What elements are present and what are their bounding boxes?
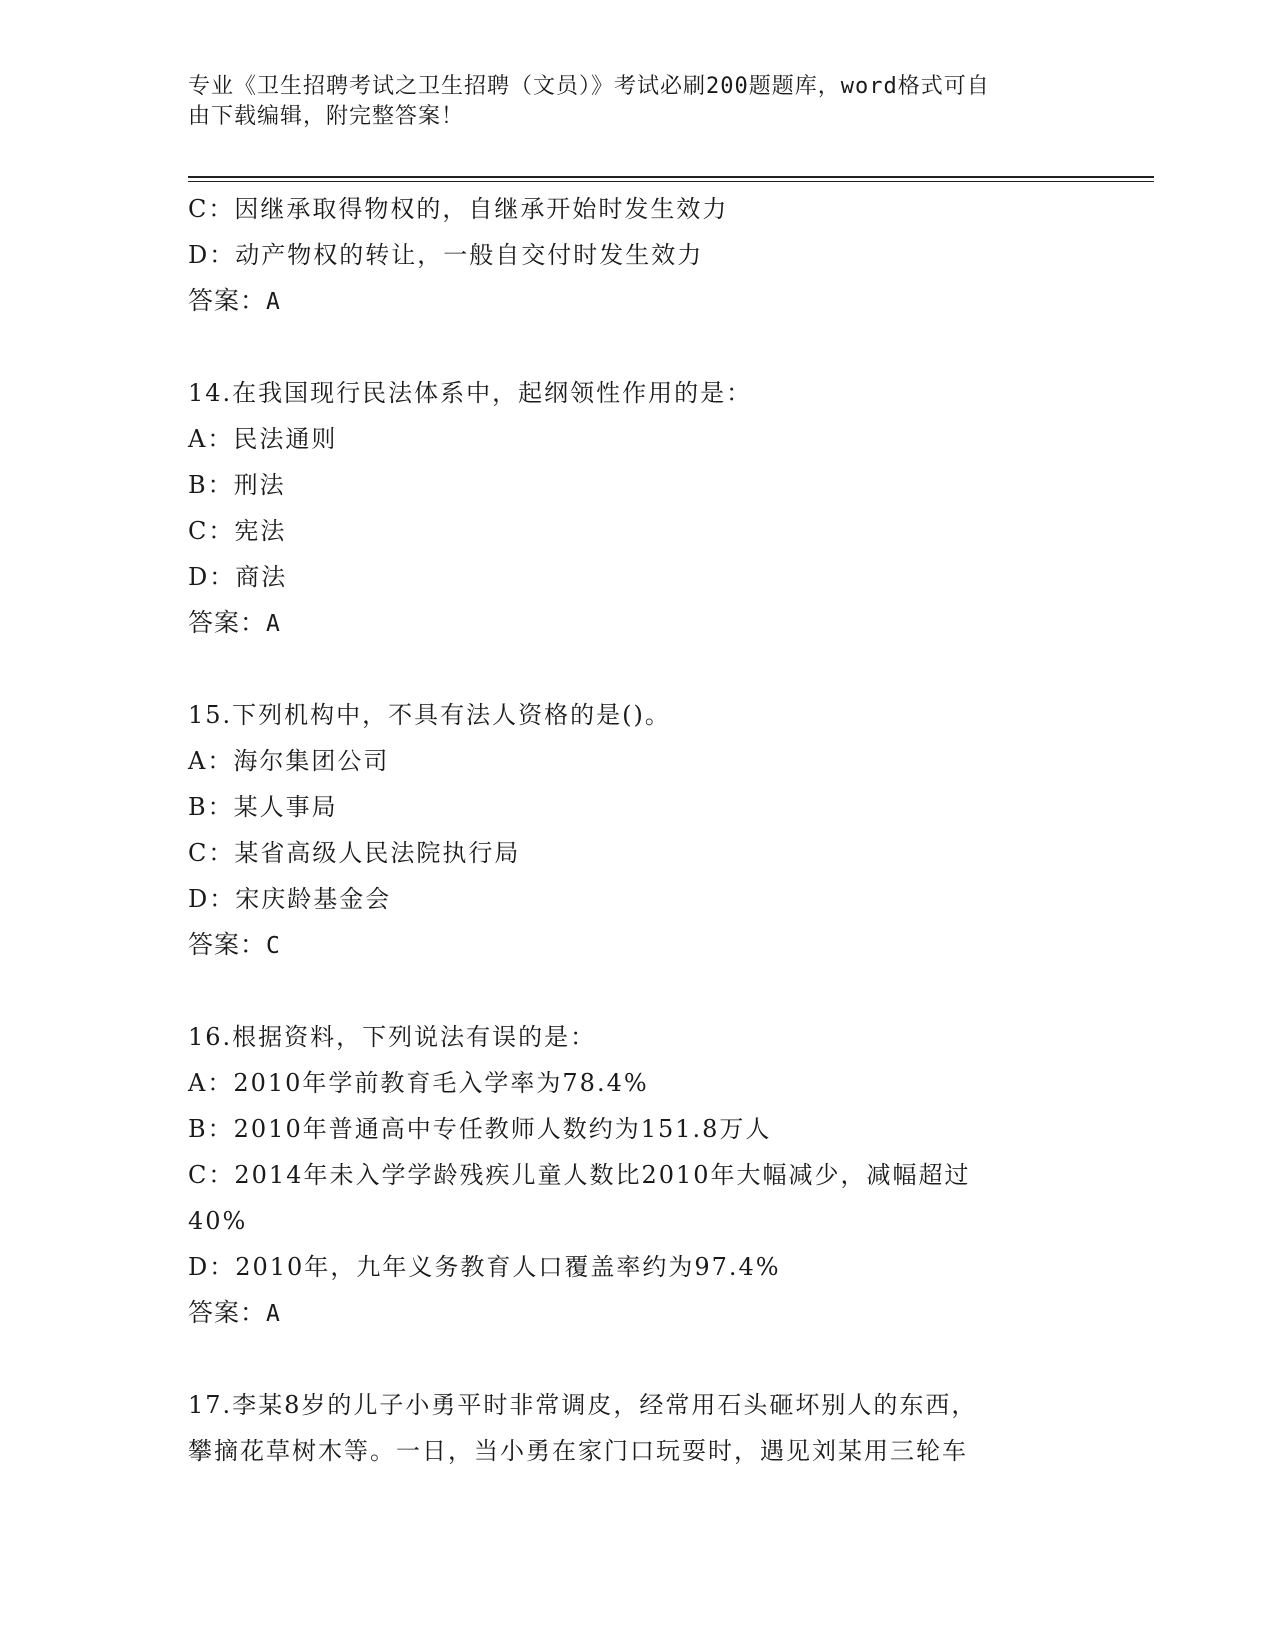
question-14 [188,370,1068,646]
option-a: A：民法通则 [188,425,338,453]
question-15 [188,692,1068,968]
option-d: D：2010年，九年义务教育人口覆盖率约为97.4% [188,1253,781,1281]
option-b: B：2010年普通高中专任教师人数约为151.8万人 [188,1115,772,1143]
answer-label: 答案： [188,1298,267,1327]
answer-value: A [266,1301,281,1327]
answer-line [188,922,1068,968]
header-line-2: 由下载编辑，附完整答案！ [188,104,465,129]
option-c: C：因继承取得物权的，自继承开始时发生效力 [188,195,729,223]
question-16 [188,1014,1068,1336]
document-body [188,186,1068,1474]
option-c-line-1: C：2014年未入学学龄残疾儿童人数比2010年大幅减少，减幅超过 [188,1161,971,1189]
option-c: C：某省高级人民法院执行局 [188,839,521,867]
question-text: 14.在我国现行民法体系中，起纲领性作用的是： [188,379,753,407]
document-header [188,72,1068,132]
question-text-line-1: 17.李某8岁的儿子小勇平时非常调皮，经常用石头砸坏别人的东西， [188,1391,978,1419]
option-d: D：动产物权的转让，一般自交付时发生效力 [188,241,704,269]
option-a: A：2010年学前教育毛入学率为78.4% [188,1069,649,1097]
question-text: 16.根据资料，下列说法有误的是： [188,1023,597,1051]
question-text: 15.下列机构中，不具有法人资格的是()。 [188,701,671,729]
answer-label: 答案： [188,930,267,959]
question-13-tail [188,186,1068,324]
header-line-1: 专业《卫生招聘考试之卫生招聘（文员）》考试必刷200题题库，word格式可自 [188,74,990,99]
answer-value: C [266,933,281,959]
header-rule-thin [188,181,1154,182]
answer-value: A [266,611,281,637]
option-d: D：宋庆龄基金会 [188,885,392,913]
option-b: B：刑法 [188,471,286,499]
spacer [188,646,1068,692]
answer-value: A [266,289,281,315]
answer-line [188,278,1068,324]
answer-line [188,1290,1068,1336]
header-rule-thick [188,176,1154,178]
option-c-line-2: 40% [188,1207,248,1235]
spacer [188,1336,1068,1382]
question-text-line-2: 攀摘花草树木等。一日，当小勇在家门口玩耍时，遇见刘某用三轮车 [188,1437,968,1465]
option-c: C：宪法 [188,517,287,545]
option-a: A：海尔集团公司 [188,747,390,775]
spacer [188,968,1068,1014]
answer-line [188,600,1068,646]
option-b: B：某人事局 [188,793,338,821]
question-17 [188,1382,1068,1474]
spacer [188,324,1068,370]
option-d: D：商法 [188,563,288,591]
answer-label: 答案： [188,608,267,637]
answer-label: 答案： [188,286,267,315]
